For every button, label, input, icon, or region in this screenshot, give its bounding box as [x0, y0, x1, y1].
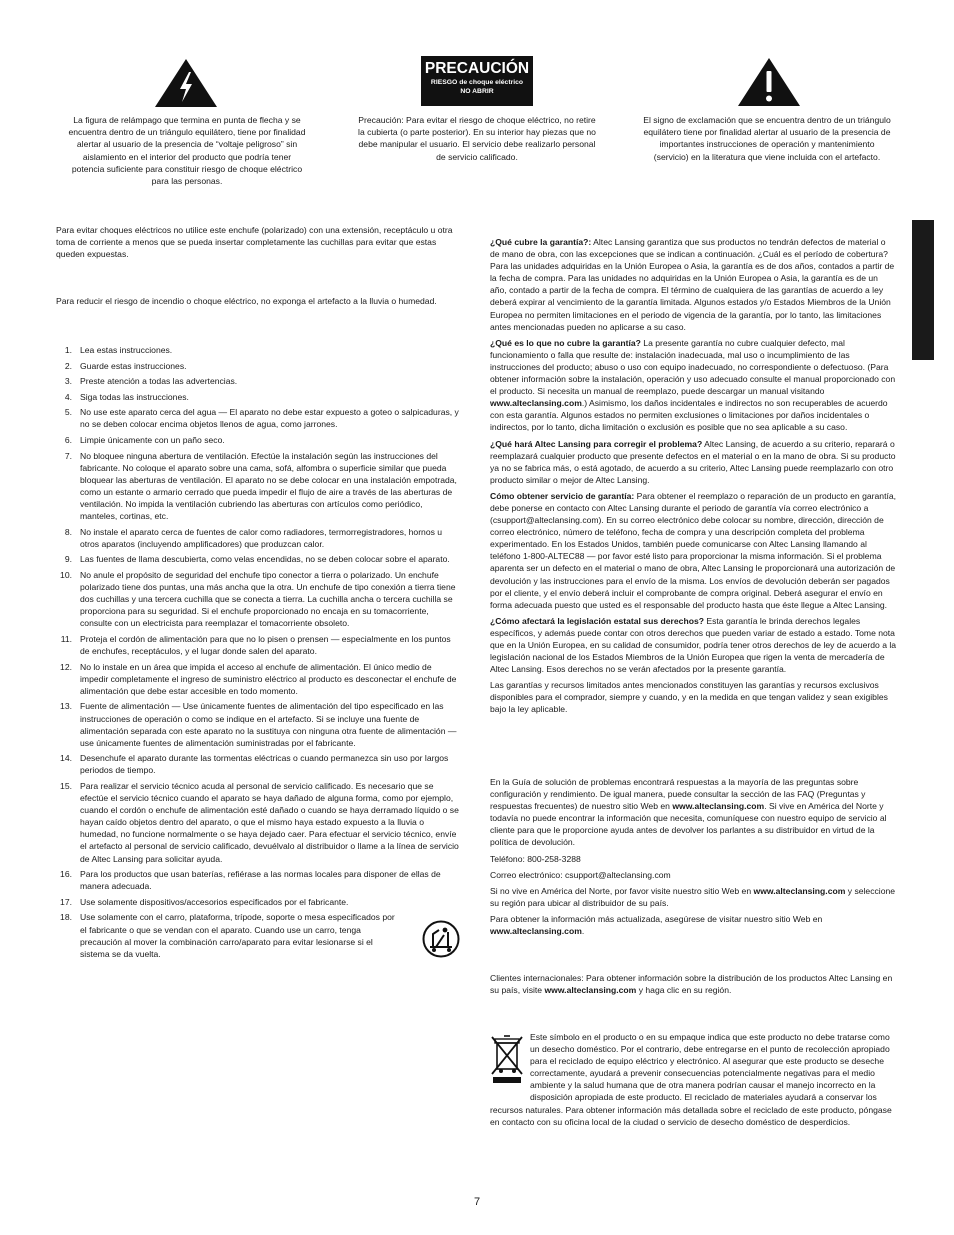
instruction-text: No bloquee ninguna abertura de ventilación. Efectúe la instalación según las instrucciones del fabricante. No coloque el aparato sobre una cama, sofá, alfombra o superficie similar que pueda bloquear las aberturas de ventilación. El aparato no se debe colocar en una instalación empotrada, como un estante o armario cerrado que pueda impedir el flujo de aire a través de las aberturas de ventilación. No impida la ventilación cubriendo las aberturas con artículos como periódico, manteles, cortinas, etc.: [80, 450, 457, 522]
instruction-item: [56, 434, 461, 446]
instruction-text: Fuente de alimentación — Use únicamente fuentes de alimentación del tipo especificado en las instrucciones de operación o como se indique en el artefacto. Si se incluye una fuente de alimentación separada con este aparato no la sustituya con ninguna otra fuente de alimentación — use únicamente fuentes de alimentación suministradas por el fabricante.: [80, 701, 457, 748]
caution-do-not-open: NO ABRIR: [460, 87, 494, 95]
instruction-item: [56, 700, 461, 748]
instruction-item: [56, 406, 461, 430]
caution-banner: [421, 56, 533, 106]
instruction-number: 5.: [64, 407, 72, 418]
instruction-number: 9.: [64, 554, 72, 565]
lightning-symbol-text: La figura de relámpago que termina en punta de flecha y se encuentra dentro de un triángulo equilátero, tiene por finalidad alertar al usuario de la presencia de “voltaje peligroso” sin aislamiento en el interior del producto que podría tener potencia suficiente para constituir riesgo de choque eléctrico para las personas.: [68, 115, 306, 187]
instruction-text: Las fuentes de llama descubierta, como velas encendidas, no se deben colocar sobre el aparato.: [80, 554, 450, 565]
instruction-item: [56, 450, 461, 523]
instruction-text: No use este aparato cerca del agua — El aparato no debe estar expuesto a goteo o salpicaduras, y no se deben colocar encima objetos llenos de agua, como jarrones.: [80, 407, 459, 430]
warranty-paragraph: [490, 337, 897, 434]
instruction-item: [56, 752, 461, 776]
instruction-number: 12.: [60, 661, 72, 672]
cart-warning-icon: [422, 920, 460, 958]
plug-warning: Para evitar choques eléctricos no utilice este enchufe (polarizado) con una extensión, receptáculo u otra toma de corriente a menos que se pueda insertar completamente las cuchillas para evitar que estas queden expuestas.: [56, 225, 453, 260]
instruction-item: [56, 868, 461, 892]
instruction-text: Proteja el cordón de alimentación para que no lo pisen o prensen — especialmente en los puntos de enchufes, receptáculos, y el lugar donde salen del aparato.: [80, 633, 451, 657]
instruction-number: 6.: [64, 435, 72, 446]
instruction-item: [56, 633, 461, 657]
caution-subtitle: RIESGO de choque eléctrico: [430, 79, 524, 86]
international-website-link[interactable]: www.alteclansing.com: [544, 985, 637, 996]
instruction-number: 14.: [60, 753, 72, 764]
instruction-number: 15.: [60, 781, 72, 791]
support-website-link[interactable]: www.alteclansing.com: [753, 885, 846, 896]
support-paragraph: [490, 885, 897, 909]
support-text: Si no vive en América del Norte, por favor visite nuestro sitio Web en: [490, 885, 754, 896]
warranty-text-end: .) Asimismo, los daños incidentales e indirectos no son recuperables de acuerdo con esta garantía. Algunos estados no permiten exclusiones o limitaciones por daños incidentales o indirectos, por lo tanto, dicha limitación o exclusión es posible que no sea aplicable a su caso.: [490, 398, 888, 433]
instruction-item: [56, 569, 461, 629]
warranty-paragraph: [490, 490, 897, 611]
support-paragraph: [490, 776, 897, 849]
warranty-text: Altec Lansing, de acuerdo a su criterio, reparará o reemplazará cualquier producto que presente defectos en el material o en la mano de obra. Si su producto ya no se fabrica más, o está agotado, de acuerdo a su criterio, Altec Lansing puede reemplazarlo con otro producto similar o mejor de Altec Lansing.: [490, 438, 896, 485]
warranty-website-link[interactable]: www.alteclansing.com: [490, 398, 582, 409]
instruction-text: Use solamente dispositivos/accesorios especificados por el fabricante.: [80, 896, 349, 907]
safety-instructions-list: [56, 344, 461, 963]
instruction-number: 17.: [60, 896, 72, 907]
weee-text: [490, 1031, 900, 1128]
support-text: Teléfono: 800-258-3288: [490, 853, 581, 864]
page-number: 7: [473, 1196, 481, 1208]
instruction-text: Siga todas las instrucciones.: [80, 391, 189, 402]
instruction-text: No instale el aparato cerca de fuentes de calor como radiadores, termorregistradores, hornos u otros aparatos (incluyendo amplificadores) que produzcan calor.: [80, 526, 443, 549]
warranty-paragraph: [490, 615, 897, 675]
support-text-end: . Si vive en América del Norte y todavía no puede encontrar la información que necesita, comuníquese con nuestro equipo de servicio al cliente para que le proporcione ayuda antes de devolver los parlantes a su distribuidor en virtud de la política de devolución.: [490, 801, 887, 848]
instruction-number: 10.: [60, 570, 72, 580]
support-text: Correo electrónico: csupport@alteclansing.com: [490, 869, 671, 880]
instruction-number: 4.: [64, 391, 72, 402]
instruction-item: [56, 344, 461, 356]
warranty-heading: ¿Qué hará Altec Lansing para corregir el problema?: [490, 438, 703, 449]
caution-text: Precaución: Para evitar el riesgo de choque eléctrico, no retire la cubierta (o parte posterior). En su interior hay piezas que no debe manipular el usuario. El servicio debe realizarlo personal de servicio calificado.: [358, 115, 596, 162]
instruction-number: 1.: [64, 345, 72, 355]
instruction-item: [56, 553, 461, 565]
warranty-paragraph: [490, 679, 897, 715]
instruction-number: 18.: [60, 912, 72, 923]
support-website-link[interactable]: www.alteclansing.com: [490, 926, 582, 937]
warranty-text: La presente garantía no cubre cualquier defecto, mal funcionamiento o falla que resulte de: instalación inadecuada, mal uso o incumplimiento de las instrucciones del producto; abuso o uso con equipo inadecuado, no correspondiente o defectuoso. (Para obtener información sobre la instalación, operación y uso adecuado consulte el manual proporcionado con el producto. Si necesita un manual de reemplazo, puede descargar un manual visitando: [490, 337, 896, 397]
instruction-text: Guarde estas instrucciones.: [80, 360, 187, 371]
support-paragraph: [490, 869, 897, 881]
instruction-number: 8.: [64, 526, 72, 537]
instruction-number: 2.: [64, 360, 72, 371]
instruction-item: [56, 375, 461, 387]
international-text: Clientes internacionales: Para obtener información sobre la distribución de los productos Altec Lansing en su país, visite: [490, 973, 893, 996]
exclamation-warning-icon: [737, 57, 801, 107]
instruction-text: Limpie únicamente con un paño seco.: [80, 435, 225, 446]
support-text: En la Guía de solución de problemas encontrará respuestas a la mayoría de las preguntas sobre configuración y rendimiento. De igual manera, puede consultar la sección de las FAQ (Preguntas y respuestas frecuentes) de nuestro sitio Web en: [490, 777, 866, 812]
support-text-end: y seleccione su región para ubicar al distribuidor de su país.: [490, 885, 896, 908]
warranty-section: [490, 236, 897, 720]
international-section: [490, 972, 897, 1000]
warranty-text: Esta garantía le brinda derechos legales específicos, y además puede contar con otros derechos que pueden variar de estado a estado. Tome nota que en la Unión Europea, en su calidad de consumidor, podría tener otros derechos de ley de acuerdo a la legislación nacional de los Estados Miembros de la Unión Europea que rigen la venta de mercadería de Altec Lansing. Esos derechos no se verán afectados por la presente garantía.: [490, 615, 897, 675]
instruction-text: No lo instale en un área que impida el acceso al enchufe de alimentación. El único medio de impedir completamente el ingreso de suministro eléctrico al producto es desconectar el enchufe de alimentación que debe estar accesible en todo momento.: [80, 661, 457, 696]
instruction-text: Lea estas instrucciones.: [80, 345, 173, 355]
instruction-item: [56, 661, 461, 697]
warranty-heading: ¿Qué cubre la garantía?:: [490, 237, 592, 247]
support-website-link[interactable]: www.alteclansing.com: [672, 801, 765, 812]
support-text-end: .: [581, 926, 585, 937]
support-paragraph: [490, 913, 897, 937]
instruction-text: Desenchufe el aparato durante las tormentas eléctricas o cuando permanezca sin uso por largos periodos de tiempo.: [80, 753, 449, 776]
warranty-heading: Cómo obtener servicio de garantía:: [490, 490, 635, 501]
exclamation-symbol-text: El signo de exclamación que se encuentra dentro de un triángulo equilátero tiene por finalidad alertar al usuario de la presencia de importantes instrucciones de operación y mantenimiento (servicio) en la literatura que viene incluida con el artefacto.: [643, 115, 891, 162]
support-paragraph: [490, 853, 897, 865]
instruction-item: [56, 780, 461, 865]
weee-paragraph: Este símbolo en el producto o en su empaque indica que este producto no debe tratarse como un desecho doméstico. Por el contrario, debe entregarse en el punto de recolección apropiado para el reciclado de equipo eléctrico y electrónico. Al asegurar que este producto se deseche correctamente, ayudará a prevenir consecuencias potencialmente negativas para el medio ambiente y la salud humana que de otra manera podrían causar el manejo incorrecto en la disposición apropiada de este producto. El reciclado de materiales ayudará a conservar los recursos naturales. Para obtener información más detallada sobre el reciclado de este producto, póngase en contacto con su oficina local de la ciudad o servicio de desecho doméstico de desperdicios.: [490, 1032, 892, 1127]
instruction-number: 11.: [60, 633, 72, 644]
instruction-text: Para realizar el servicio técnico acuda al personal de servicio calificado. Es necesario que se efectúe el servicio técnico cuando el aparato se haya dañado de alguna forma, como por ejemplo, cuando el cordón o enchufe de alimentación esté dañado o cuando se haya derramado líquido o se hayan caído objetos dentro del aparato, o que el mismo haya estado expuesto a la lluvia o humedad, no funcione normalmente o se haya dejado caer. Para efectuar el servicio técnico, envíe el artefacto al personal de servicio calificado, devuélvalo al distribuidor o llame a la línea de servicio de Altec Lansing para solicitar ayuda.: [80, 781, 459, 864]
fire-warning: Para reducir el riesgo de incendio o choque eléctrico, no exponga el artefacto a la lluvia o humedad.: [56, 296, 437, 306]
instruction-number: 13.: [60, 701, 72, 712]
instruction-text: No anule el propósito de seguridad del enchufe tipo conector a tierra o polarizado. Un enchufe polarizado tiene dos puntas, una más ancha que la otra. Un enchufe de tipo conexión a tierra tiene dos cuchillas y una tercera cuchilla que se conecta a tierra. La cuchilla ancha o tercera cuchilla se proporciona para su seguridad. Si el enchufe proporcionado no encaja en su tomacorriente, consulte con un electricista para reemplazar el tomacorriente obsoleto.: [80, 570, 456, 629]
instruction-item: [56, 526, 461, 550]
warranty-text: Para obtener el reemplazo o reparación de un producto en garantía, debe ponerse en contacto con Altec Lansing durante el periodo de garantía vía correo electrónico a (csupport@alteclansing.com). En su correo electrónico debe colocar su nombre, dirección, dirección de correo electrónico, número de teléfono, fecha de compra y una descripción completa del problema experimentado. En los Estados Unidos, también puede comunicarse con Altec Lansing llamando al teléfono 1-800-ALTEC88 — por favor esté listo para proporcionar la misma información. Si el problema aparenta ser un defecto en el material o mano de obra, Altec Lansing le proporcionará una autorización de devolución y las instrucciones para el envío de la misma. Los envíos de devolución deberán ser pagados por el cliente, y el envío deberá incluir el comprobante de compra original. Deberá asegurar el envío en forma adecuada puesto que usted es el responsable del producto hasta que éste llegue a Altec Lansing.: [490, 490, 897, 610]
warranty-text: Altec Lansing garantiza que sus productos no tendrán defectos de material o de mano de obra, con las excepciones que se indican a continuación. ¿Cuál es el período de cobertura? Para las unidades adquiridas en la Unión Europea o Asia, la garantía es de dos años, contados a partir de la fecha de compra. Para las unidades no adquiridas en la Unión Europea o Asia, la garantía es de un año, contado a partir de la fecha de compra. El término de cualquiera de las garantías de acuerdo a ley deberá expirar al vencimiento de la garantía limitada. Algunos estados y/o Estados Miembros de la Unión Europea no permiten limitaciones en el periodo de vigencia de la garantía, por lo tanto, las limitaciones antes mencionadas pueden no aplicarse a su caso.: [490, 237, 895, 332]
instruction-item: [56, 896, 461, 908]
instruction-item: [56, 911, 461, 959]
instruction-number: 16.: [60, 869, 72, 880]
warranty-paragraph: [490, 438, 897, 486]
instruction-text: Preste atención a todas las advertencias.: [80, 376, 238, 387]
lightning-warning-icon: [154, 58, 218, 108]
support-section: [490, 776, 897, 941]
international-text-end: y haga clic en su región.: [636, 985, 732, 996]
instruction-number: 7.: [64, 450, 72, 461]
warranty-heading: ¿Qué es lo que no cubre la garantía?: [490, 337, 641, 348]
instruction-text: Use solamente con el carro, plataforma, trípode, soporte o mesa especificados por el fabricante o que se vendan con el aparato. Cuando use un carro, tenga precaución al mover la combinación carro/aparato para evitar lesionarse si el sistema se da vuelta.: [80, 912, 395, 959]
warranty-text: Las garantías y recursos limitados antes mencionados constituyen las garantías y recursos exclusivos disponibles para el comprador, siempre y cuando, y en la medida en que tengan validez y sean exigibles bajo la ley aplicable.: [490, 680, 888, 715]
support-text: Para obtener la información más actualizada, asegúrese de visitar nuestro sitio Web en: [490, 913, 823, 924]
instruction-text: Para los productos que usan baterías, refiérase a las normas locales para disponer de ellas de manera adecuada.: [80, 869, 441, 892]
warranty-heading: ¿Cómo afectará la legislación estatal sus derechos?: [490, 615, 704, 626]
instruction-number: 3.: [64, 376, 72, 387]
instruction-item: [56, 360, 461, 372]
caution-title: PRECAUCIÓN: [424, 60, 530, 77]
language-side-tab: [912, 220, 934, 360]
warranty-paragraph: [490, 236, 897, 333]
instruction-item: [56, 391, 461, 403]
